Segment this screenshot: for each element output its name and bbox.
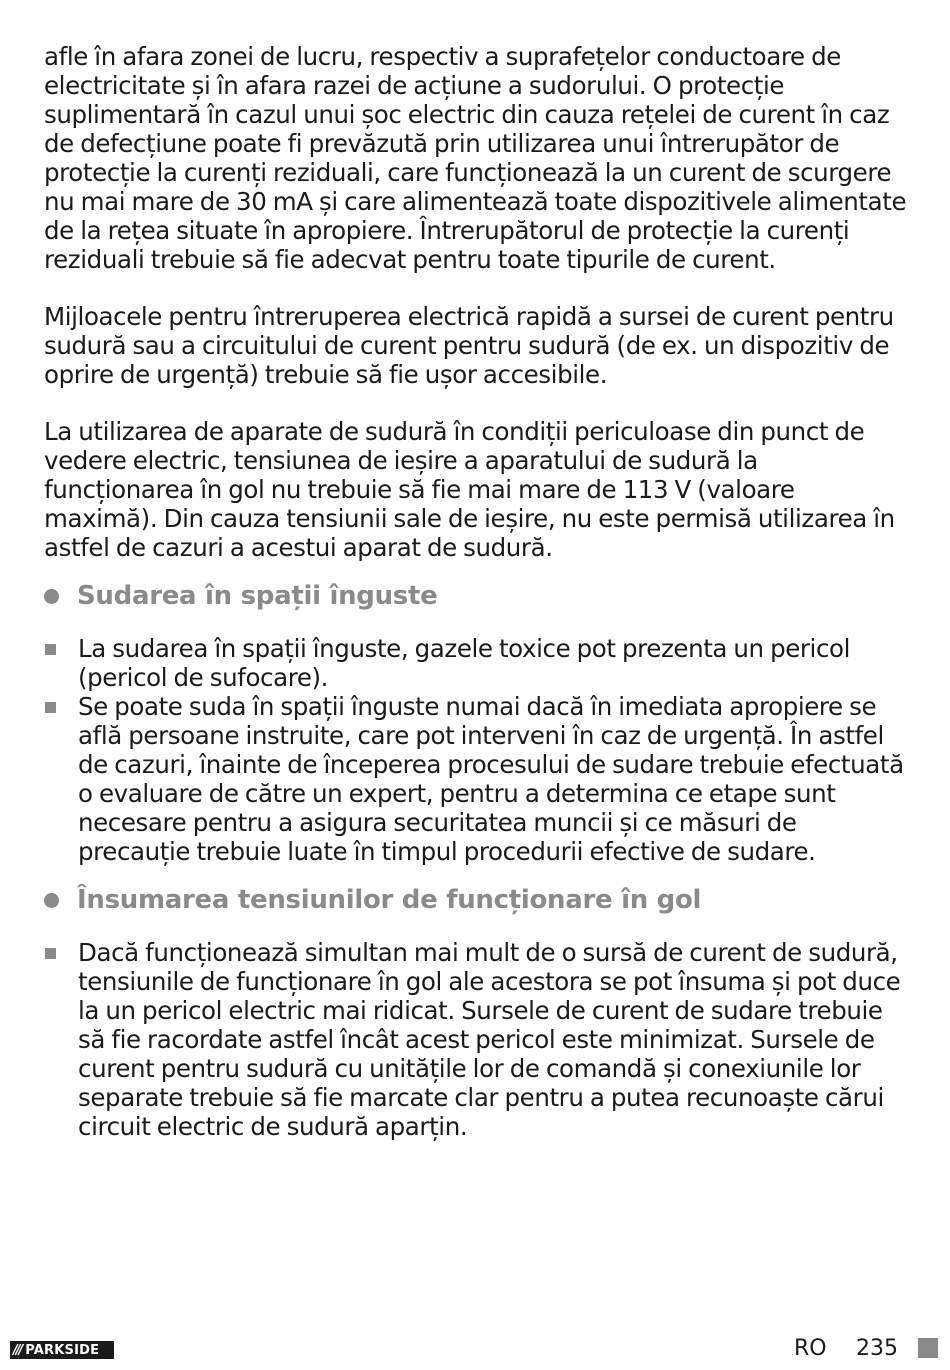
paragraph-intro: afle în afara zonei de lucru, respectiv a suprafețelor conductoare de electricitate și în afara razei de acțiune a sudorului. O protecție suplimentară în cazul unui șoc electric din cauza rețelei de curent în caz de defecțiune poate fi prevăzută prin utilizarea unui întrerupător de protecție la curenți reziduali, care funcționează la un curent de scurgere nu mai mare de 30 mA și care alimentează toate dispozitivele alimentate de la rețea situate în apropiere. Întrerupătorul de protecție la curenți reziduali trebuie să fie adecvat pentru toate tipurile de curent. xyxy=(44,42,907,274)
list-item-text: La sudarea în spații înguste, gazele toxice pot prezenta un pericol (pericol de sufocare). xyxy=(78,634,851,692)
paragraph-output-voltage: La utilizarea de aparate de sudură în condiții periculoase din punct de vedere electric, tensiunea de ieșire a aparatului de sudură la funcționarea în gol nu trebuie să fie mai mare de 113 V (valoare maximă). Din cauza tensiunii sale de ieșire, nu este permisă utilizarea în astfel de cazuri a acestui aparat de sudură. xyxy=(44,417,895,562)
list-item xyxy=(44,692,914,866)
list-item xyxy=(44,634,914,692)
logo-text: PARKSIDE xyxy=(25,1342,100,1358)
section-marker-icon xyxy=(918,1338,938,1358)
bullet-dot-icon xyxy=(44,893,59,908)
list-item-text: Se poate suda în spații înguste numai dacă în imediata apropiere se află persoane instruite, care pot interveni în caz de urgență. În astfel de cazuri, înainte de începerea procesului de sudare trebuie efectuată o evaluare de către un expert, pentru a determina ce etape sunt necesare pentru a asigura securitatea muncii și ce măsuri de precauție trebuie luate în timpul procedurii efective de sudare. xyxy=(78,692,904,866)
section-heading-text: Însumarea tensiunilor de funcționare în gol xyxy=(77,885,702,915)
page-footer xyxy=(0,1330,950,1370)
square-bullet-icon xyxy=(45,948,56,959)
square-bullet-icon xyxy=(45,702,56,713)
parkside-logo xyxy=(10,1341,114,1359)
language-code: RO xyxy=(794,1336,827,1361)
square-bullet-icon xyxy=(45,644,56,655)
section-heading-narrow-spaces xyxy=(44,580,914,612)
list-item xyxy=(44,938,914,1141)
section-heading-text: Sudarea în spații înguste xyxy=(77,581,438,611)
page-content xyxy=(44,42,914,1141)
list-item-text: Dacă funcționează simultan mai mult de o sursă de curent de sudură, tensiunile de funcționare în gol ale acestora se pot însuma și pot duce la un pericol electric mai ridicat. Sursele de curent de sudare trebuie să fie racordate astfel încât acest pericol este minimizat. Sursele de curent pentru sudură cu unitățile lor de comandă și conexiunile lor separate trebuie să fie marcate clar pentru a putea recunoaște cărui circuit electric de sudură aparțin. xyxy=(78,938,901,1141)
paragraph-emergency-stop: Mijloacele pentru întreruperea electrică rapidă a sursei de curent pentru sudură sau a circuitului de curent pentru sudură (de ex. un dispozitiv de oprire de urgență) trebuie să fie ușor accesibile. xyxy=(44,302,894,389)
logo-slashes: /// xyxy=(13,1342,22,1358)
page-number: 235 xyxy=(856,1336,898,1361)
section-heading-voltage-summation xyxy=(44,884,914,916)
bullet-dot-icon xyxy=(44,589,59,604)
